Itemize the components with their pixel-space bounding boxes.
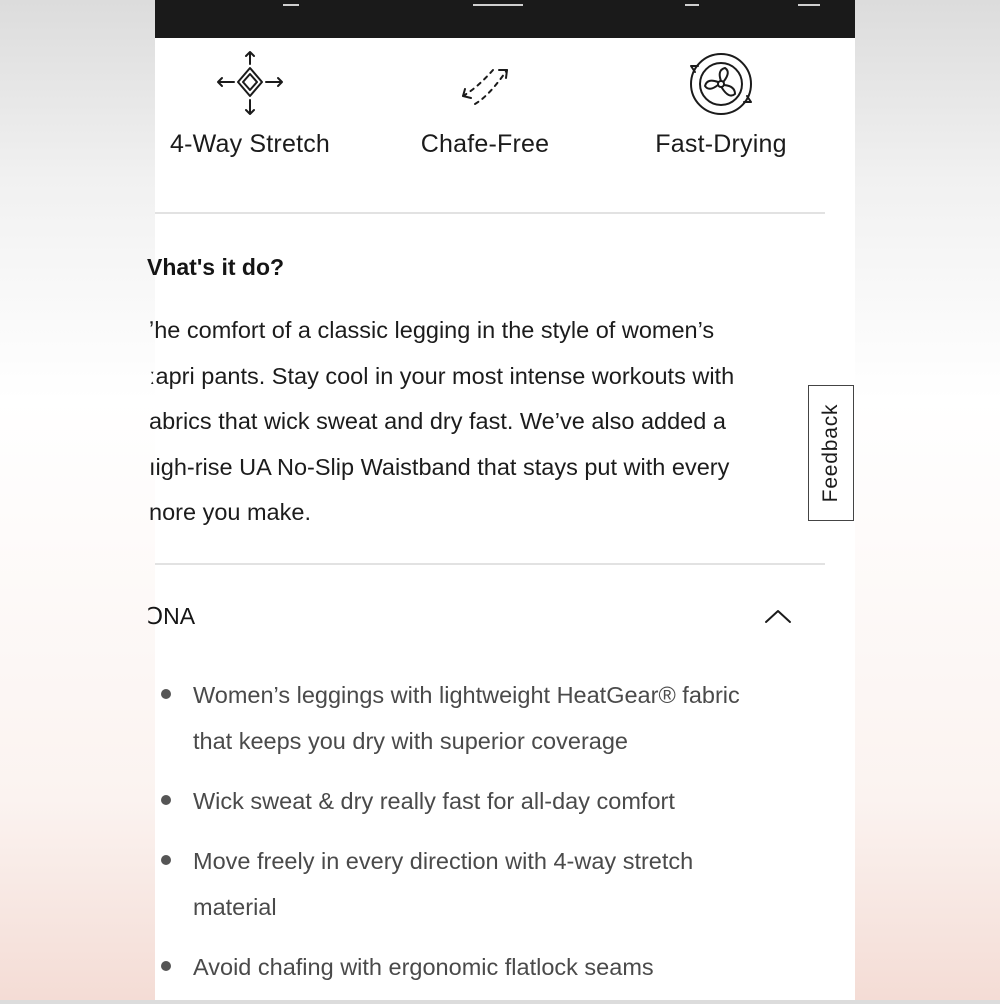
- top-navigation-bar: [155, 0, 855, 38]
- list-item: [155, 944, 825, 990]
- bullet-text: [193, 944, 825, 990]
- bullet-line: Wick sweat & dry really fast for all-day comfort: [193, 788, 675, 814]
- feature-item: [375, 48, 595, 159]
- feedback-label: Feedback: [819, 403, 842, 503]
- nav-icon-partial: [283, 0, 299, 6]
- list-item: [155, 672, 825, 764]
- description-line: nore you make.: [149, 499, 311, 525]
- description-line: ʼhe comfort of a classic legging in the style of women’s: [149, 317, 715, 343]
- bullet-line: Move freely in every direction with 4-way stretch: [193, 848, 694, 874]
- bullet-line: Women’s leggings with lightweight HeatGear® fabric: [193, 682, 740, 708]
- feature-item: [140, 48, 360, 159]
- feature-label: Fast-Drying: [655, 130, 787, 158]
- chafe-free-icon: [445, 48, 525, 120]
- bullet-dot-icon: [161, 855, 171, 865]
- dna-accordion-header[interactable]: [147, 585, 825, 645]
- bullet-text: [193, 672, 825, 764]
- feature-label: Chafe-Free: [420, 130, 550, 158]
- bullet-line: material: [193, 894, 277, 920]
- list-item: [155, 778, 825, 824]
- bag-icon-partial: [798, 0, 820, 6]
- section-divider: [155, 563, 825, 565]
- bullet-dot-icon: [161, 961, 171, 971]
- description-line: ıigh-rise UA No-Slip Waistband that stays put with every: [149, 453, 730, 480]
- dna-bullet-list: [155, 672, 825, 1004]
- fast-drying-fan-icon: [681, 48, 761, 120]
- bullet-dot-icon: [161, 795, 171, 805]
- list-item: [155, 838, 825, 930]
- description-line: abrics that wick sweat and dry fast. We’ve also added a: [149, 408, 726, 434]
- dna-heading: ↃNA: [147, 603, 196, 629]
- nav-icon-partial: [685, 0, 699, 6]
- section-divider: [155, 212, 825, 214]
- whats-it-do-heading: Vhat's it do?: [147, 254, 285, 280]
- bullet-line: that keeps you dry with superior coverage: [193, 728, 628, 754]
- phone-screen: [147, 0, 855, 1000]
- bullet-text: [193, 778, 825, 824]
- bullet-text: [193, 838, 825, 930]
- brand-logo-partial: [473, 0, 523, 6]
- feature-item: [611, 48, 831, 159]
- bullet-line: Avoid chafing with ergonomic flatlock seams: [193, 954, 654, 980]
- chevron-up-icon[interactable]: [763, 607, 793, 627]
- four-way-stretch-icon: [210, 48, 290, 120]
- product-description: [149, 308, 804, 536]
- feature-label: 4-Way Stretch: [169, 130, 331, 158]
- feedback-button[interactable]: [808, 385, 854, 521]
- feature-icons-row: [155, 48, 855, 178]
- bullet-dot-icon: [161, 689, 171, 699]
- description-line: ːapri pants. Stay cool in your most intense workouts with: [149, 362, 735, 389]
